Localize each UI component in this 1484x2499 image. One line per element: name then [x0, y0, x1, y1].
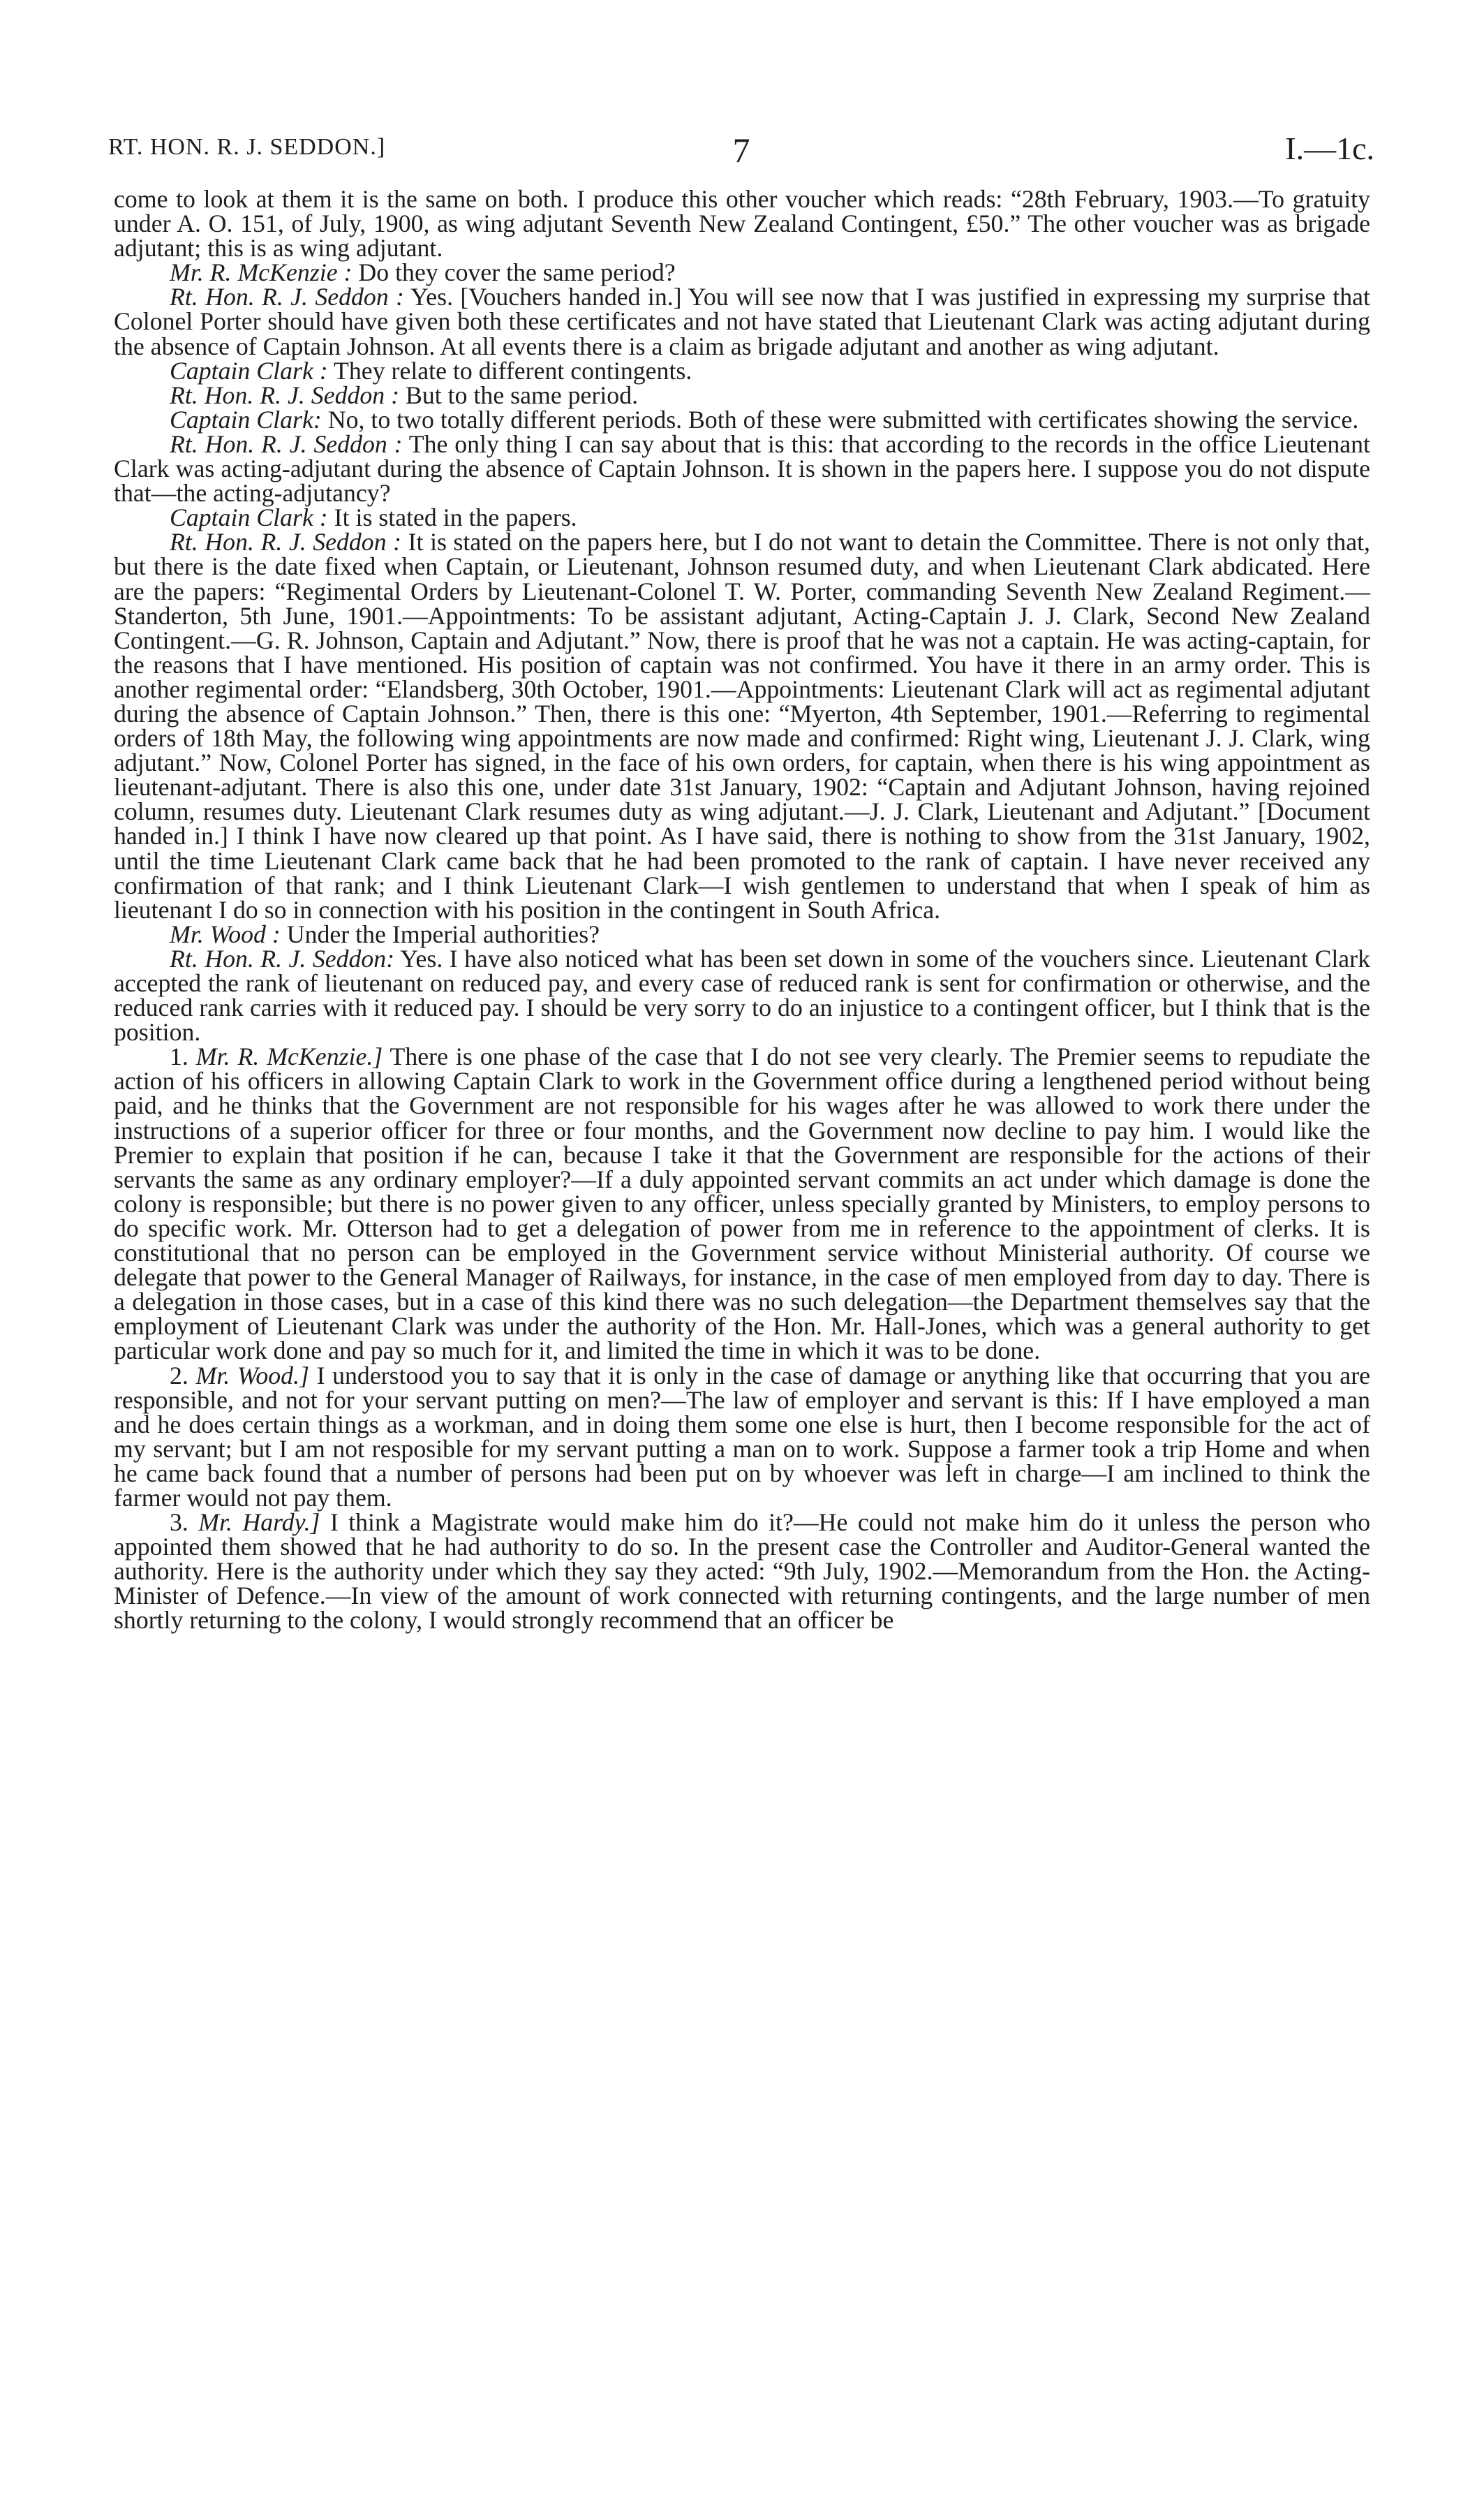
paragraph: Mr. R. McKenzie : Do they cover the same period?: [170, 258, 676, 287]
page-header: [108, 131, 1374, 179]
speaker: Mr. Hardy.]: [198, 1508, 320, 1537]
paragraph-continuation: come to look at them it is the same on both. I produce this other voucher which reads: “28th February, 1903.—To gratuity under A. O. 151, of July, 1900, as wing adjutant Seventh New Zealand Contingent, £50.” The other voucher was as brigade adjutant; this is as wing adjutant.: [114, 185, 1370, 263]
paragraph: Captain Clark : It is stated in the papers.: [170, 503, 577, 532]
numbered-question: 3. Mr. Hardy.] I think a Magistrate would make him do it?—He could not make him do it unless the person who appointed them showed that he had authority to do so. In the present case the Controller and Auditor-General wanted the authority. Here is the authority under which they say they acted: “9th July, 1902.—Memorandum from the Hon. the Acting-Minister of Defence.—In view of the amount of work connected with returning contingents, and the large number of men shortly returning to the colony, I would strongly recommend that an officer be: [114, 1508, 1370, 1635]
document-reference: I.—1c.: [1285, 131, 1374, 166]
speaker: Rt. Hon. R. J. Seddon :: [170, 381, 400, 409]
speaker: Rt. Hon. R. J. Seddon :: [170, 283, 404, 311]
speaker: Mr. R. McKenzie.]: [195, 1042, 383, 1071]
paragraph: Rt. Hon. R. J. Seddon : It is stated on the papers here, but I do not want to detain the Committee. There is not only that, but there is the date fixed when Captain, or Lieutenant, Johnson resumed duty, and when Lieutenant Clark abdicated. Here are the papers: “Regimental Orders by Lieutenant-Colonel T. W. Porter, commanding Seventh New Zealand Regiment.—Standerton, 5th June, 1901.—Appointments: To be assistant adjutant, Acting-Captain J. J. Clark, Second New Zealand Contingent.—G. R. Johnson, Captain and Adjutant.” Now, there is proof that he was not a captain. He was acting-captain, for the reasons that I have mentioned. His position of captain was not confirmed. You have it there in an army order. This is another regimental order: “Elandsberg, 30th October, 1901.—Appointments: Lieutenant Clark will act as regimental adjutant during the absence of Captain Johnson.” Then, there is this one: “Myerton, 4th September, 1901.—Referring to regimental orders of 18th May, the following wing appointments are now made and confirmed: Right wing, Lieutenant J. J. Clark, wing adjutant.” Now, Colonel Porter has signed, in the face of his own orders, for captain, when there is his wing appointment as lieutenant-adjutant. There is also this one, under date 31st January, 1902: “Captain and Adjutant Johnson, having rejoined column, resumes duty. Lieutenant Clark resumes duty as wing adjutant.—J. J. Clark, Lieutenant and Adjutant.” [Document handed in.] I think I have now cleared up that point. As I have said, there is nothing to show from the 31st January, 1902, until the time Lieutenant Clark came back that he had been promoted to the rank of captain. I have never received any confirmation of that rank; and I think Lieutenant Clark—I wish gentlemen to understand that when I speak of him as lieutenant I do so in connection with his position in the contingent in South Africa.: [114, 528, 1371, 924]
question-number: 3.: [170, 1508, 199, 1537]
speaker: Rt. Hon. R. J. Seddon :: [170, 429, 403, 458]
speaker: Captain Clark :: [170, 356, 328, 385]
paragraph: Rt. Hon. R. J. Seddon : The only thing I can say about that is this: that according to the records in the office Lieutenant Clark was acting-adjutant during the absence of Captain Johnson. It is shown in the papers here. I suppose you do not dispute that—the acting-adjutancy?: [114, 429, 1371, 508]
numbered-question: 2. Mr. Wood.] I understood you to say that it is only in the case of damage or anything like that occurring that you are responsible, and not for your servant putting on men?—The law of employer and servant is this: If I have employed a man and he does certain things as a workman, and in doing them some one else is hurt, then I become responsible for the act of my servant; but I am not resposible for my servant putting a man on to work. Suppose a farmer took a trip Home and when he came back found that a number of persons had been put on by whoever was left in charge—I am inclined to think the farmer would not pay them.: [114, 1361, 1370, 1512]
speaker: Mr. R. McKenzie :: [170, 258, 353, 287]
numbered-question: 1. Mr. R. McKenzie.] There is one phase of the case that I do not see very clearly. The Premier seems to repudiate the action of his officers in allowing Captain Clark to work in the Government office during a lengthened period without being paid, and he thinks that the Government are not responsible for his wages after he was allowed to work there under the instructions of a superior officer for three or four months, and the Government now decline to pay him. I would like the Premier to explain that position if he can, because I take it that the Government are responsible for the actions of their servants the same as any ordinary employer?—If a duly appointed servant commits an act under which damage is done the colony is responsible; but there is no power given to any officer, unless specially granted by Ministers, to employ persons to do specific work. Mr. Otterson had to get a delegation of power from me in reference to the appointment of clerks. It is constitutional that no person can be employed in the Government service without Ministerial authority. Of course we delegate that power to the General Manager of Railways, for instance, in the case of men employed from day to day. There is a delegation in those cases, but in a case of this kind there was no such delegation—the Department themselves say that the employment of Lieutenant Clark was under the authority of the Hon. Mr. Hall-Jones, which was a general authority to get particular work done and pay so much for it, and limited the time in which it was to be done.: [114, 1042, 1370, 1365]
speaker: Rt. Hon. R. J. Seddon:: [170, 944, 395, 973]
question-number: 2.: [170, 1361, 196, 1389]
speaker: Rt. Hon. R. J. Seddon :: [170, 528, 402, 556]
speaker: Mr. Wood :: [170, 920, 281, 948]
paragraph: Captain Clark : They relate to different contingents.: [170, 356, 692, 385]
paragraph: Rt. Hon. R. J. Seddon: Yes. I have also noticed what has been set down in some of the vouchers since. Lieutenant Clark accepted the rank of lieutenant on reduced pay, and every case of reduced rank is sent for confirmation or otherwise, and the reduced rank carries with it reduced pay. I should be very sorry to do an injustice to a contingent officer, but I think that is the position.: [114, 944, 1370, 1047]
paragraph: Mr. Wood : Under the Imperial authorities?: [170, 920, 600, 948]
paragraph: Rt. Hon. R. J. Seddon : But to the same period.: [170, 381, 639, 409]
page-body: [114, 187, 1370, 1633]
speaker: Captain Clark:: [170, 405, 322, 434]
paragraph: Captain Clark: No, to two totally different periods. Both of these were submitted with certificates showing the service.: [170, 405, 1359, 434]
speaker: Captain Clark :: [170, 503, 328, 532]
paragraph: Rt. Hon. R. J. Seddon : Yes. [Vouchers handed in.] You will see now that I was justified in expressing my surprise that Colonel Porter should have given both these certificates and not have stated that Lieutenant Clark was acting adjutant during the absence of Captain Johnson. At all events there is a claim as brigade adjutant and another as wing adjutant.: [114, 283, 1370, 360]
question-number: 1.: [170, 1042, 196, 1071]
speaker: Mr. Wood.]: [195, 1361, 309, 1389]
header-speaker-label: RT. HON. R. J. SEDDON.]: [108, 134, 386, 160]
page-number: 7: [732, 131, 750, 170]
